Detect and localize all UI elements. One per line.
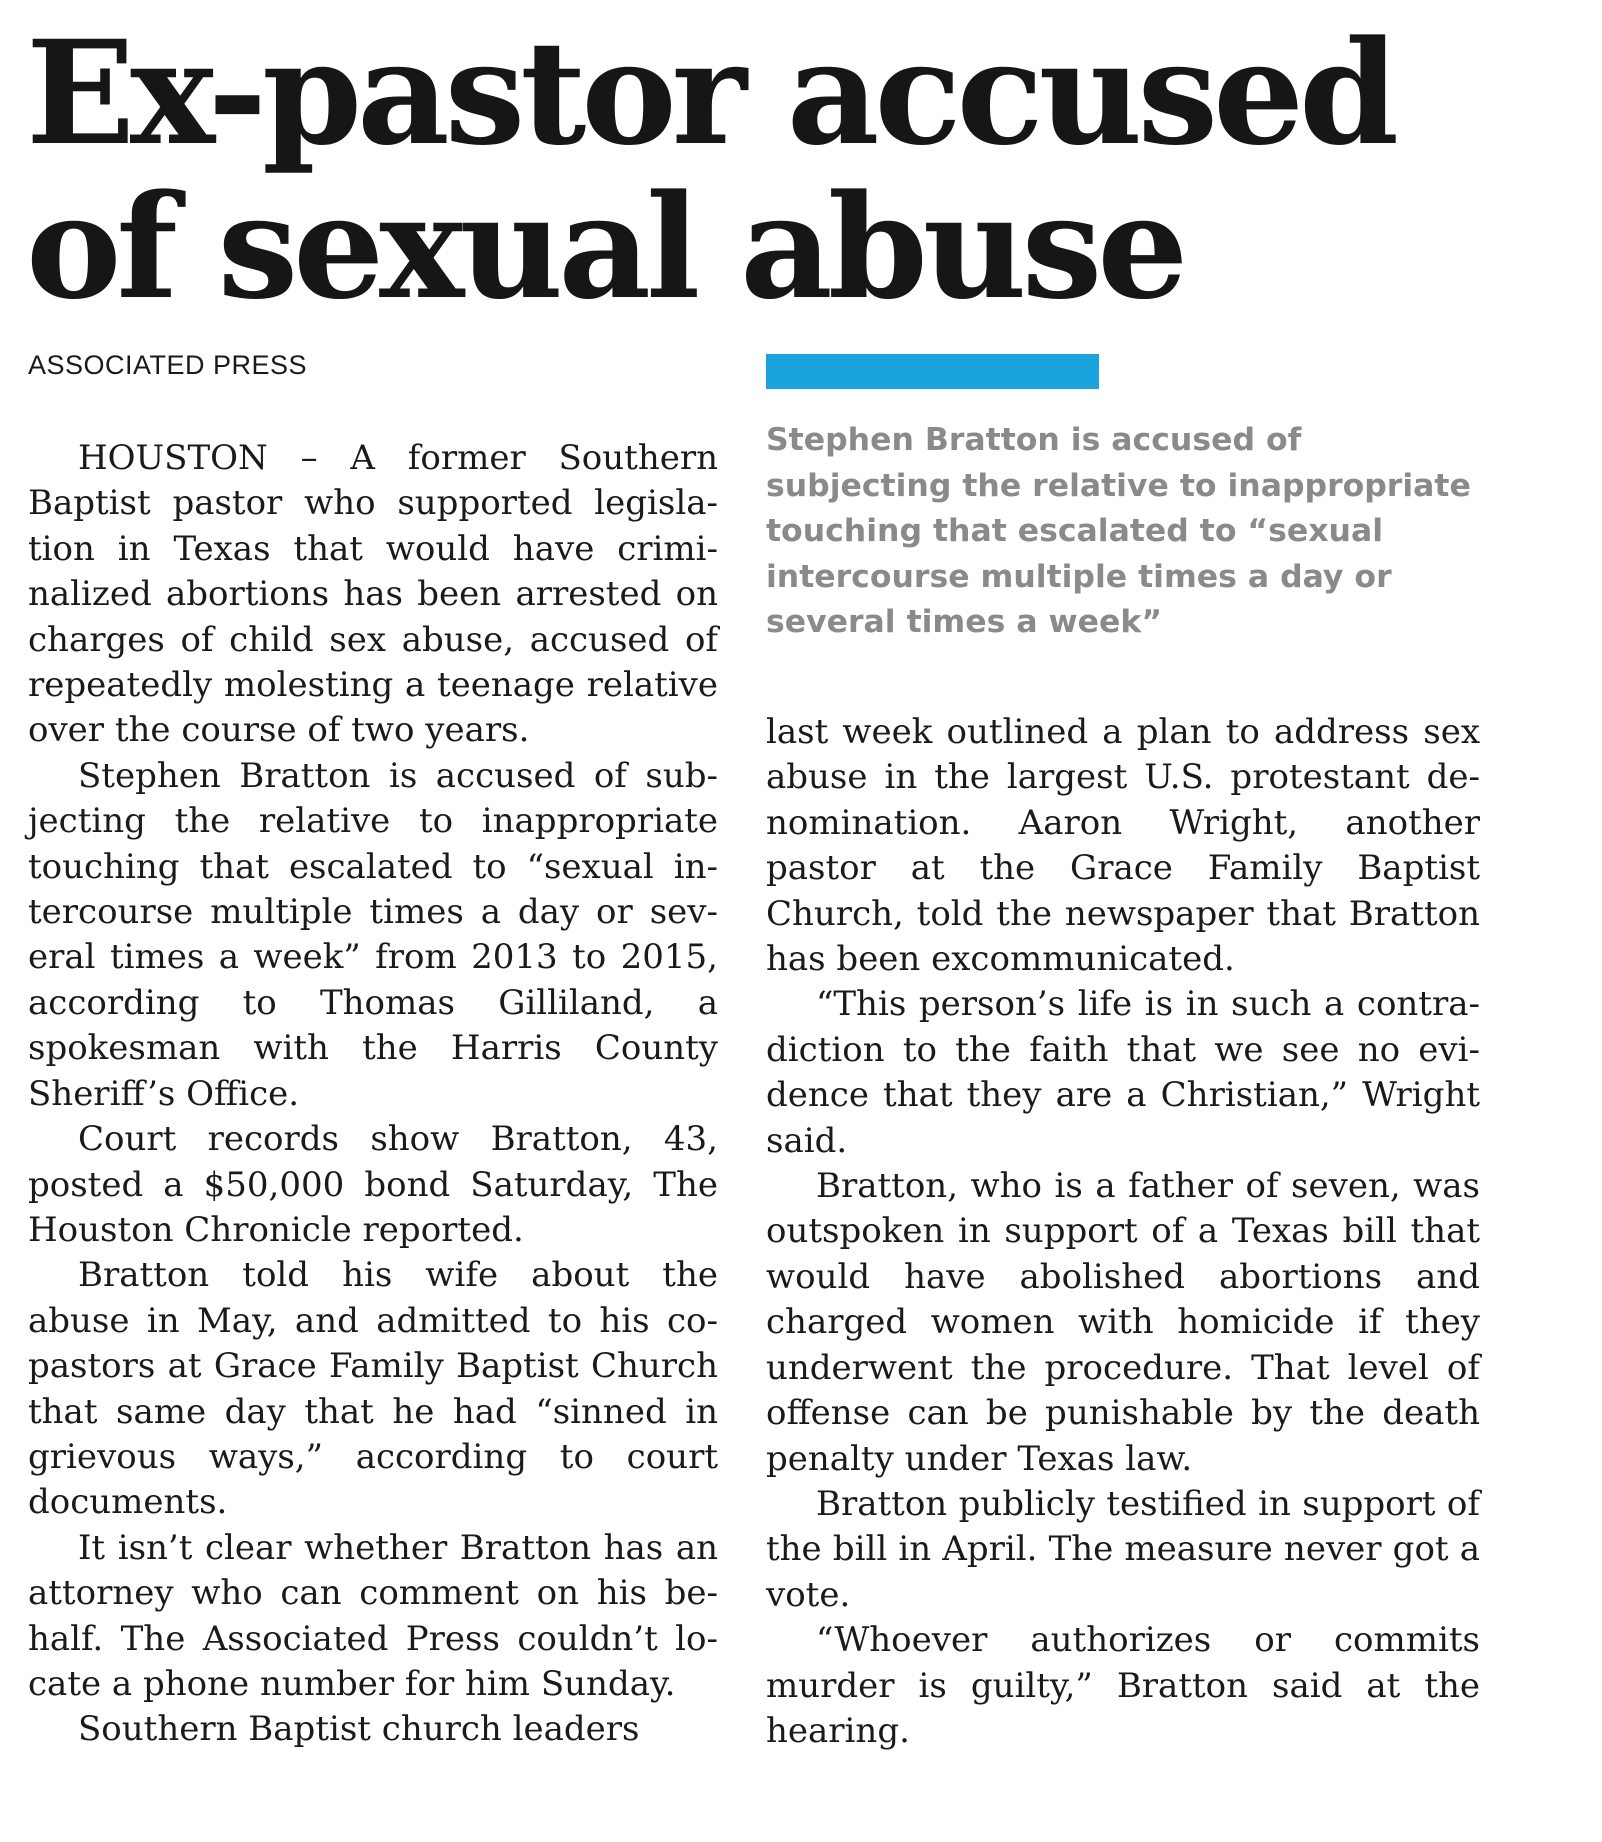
- headline: Ex-pastor accused of sexual abuse: [26, 9, 1395, 331]
- paragraph: “Whoever authorizes or commits murder is guilty,” Bratton said at the hearing.: [766, 1620, 1480, 1751]
- paragraph: Stephen Bratton is accused of subjecting the relative to inappropriate touching that escalated to “sexual intercourse multiple times a day or several times a week” from 2013 to 2015, according to Thomas Gilliland, a spokesman with the Harris County Sheriff’s Office.: [28, 755, 718, 1114]
- pull-quote: Stephen Bratton is accused of subjecting the relative to inappropriate touching that escalated to “sexual intercourse multiple times a day or several times a week”: [766, 422, 1471, 640]
- paragraph: Southern Baptist church leaders: [78, 1709, 640, 1750]
- paragraph: “This person’s life is in such a contradiction to the faith that we see no evidence that they are a Christian,” Wright said.: [766, 984, 1480, 1161]
- paragraph: Court records show Bratton, 43, posted a $50,000 bond Saturday, The Houston Chronicle reported.: [28, 1119, 718, 1250]
- paragraph: Bratton told his wife about the abuse in May, and admitted to his copastors at Grace Family Baptist Church that same day that he had “sinned in grievous ways,” according to court documents.: [28, 1255, 718, 1523]
- article-column-right: [766, 710, 1480, 1754]
- paragraph: last week outlined a plan to address sex abuse in the largest U.S. protestant denomination. Aaron Wright, another pastor at the Grace Family Baptist Church, told the newspaper that Bratton has been excommunicated.: [766, 712, 1480, 980]
- paragraph: It isn’t clear whether Bratton has an attorney who can comment on his behalf. The Associated Press couldn’t locate a phone number for him Sunday.: [28, 1527, 718, 1704]
- paragraph: HOUSTON – A former Southern Baptist pastor who supported legislation in Texas that would have criminalized abortions has been arrested on charges of child sex abuse, accused of repeatedly molesting a teenage relative over the course of two years.: [28, 438, 718, 751]
- byline: ASSOCIATED PRESS: [28, 350, 308, 380]
- paragraph: Bratton, who is a father of seven, was outspoken in support of a Texas bill that would have abolished abortions and charged women with homicide if they underwent the procedure. That level of offense can be punishable by the death penalty under Texas law.: [766, 1166, 1480, 1479]
- pull-quote-accent-bar: [766, 354, 1099, 389]
- article-column-left: [28, 436, 718, 1753]
- paragraph: Bratton publicly testified in support of the bill in April. The measure never got a vote.: [766, 1483, 1480, 1615]
